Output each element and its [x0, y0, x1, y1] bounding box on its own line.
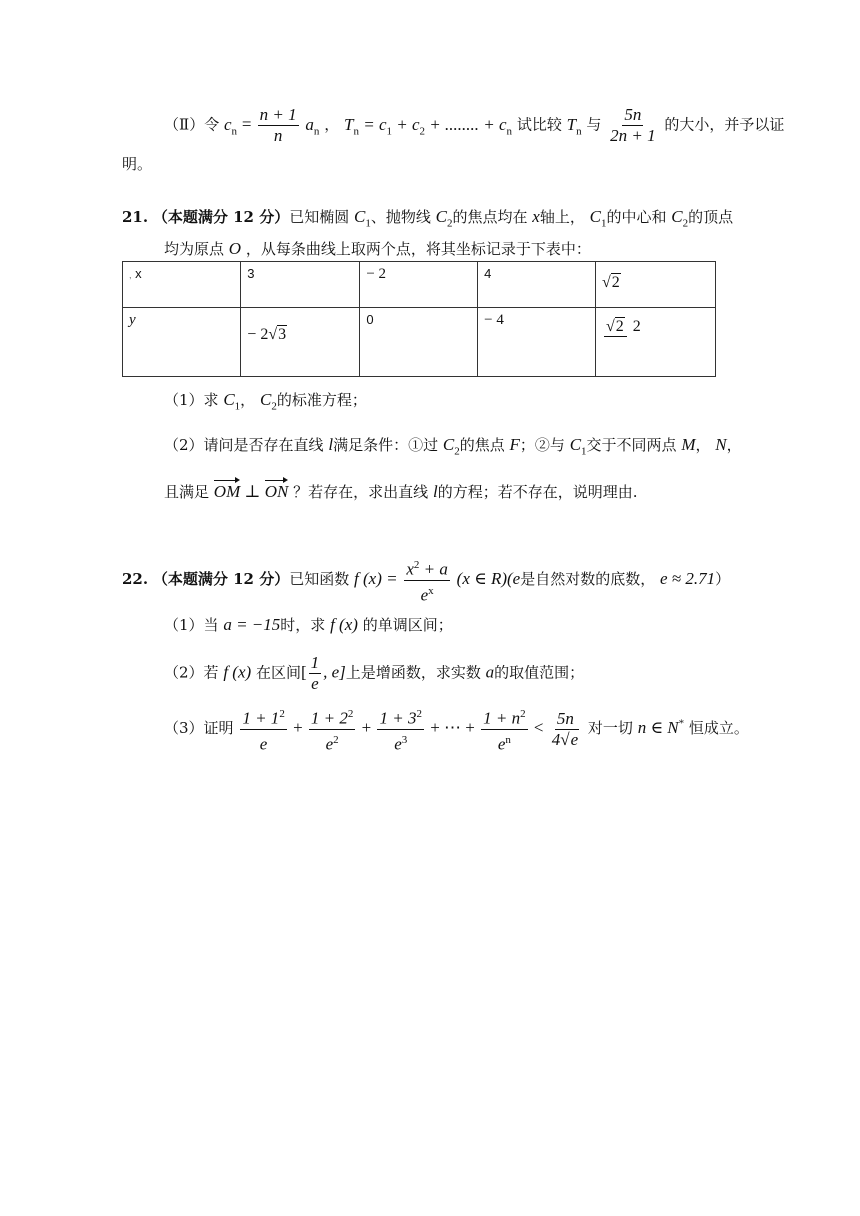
q20-continuation: 明。 — [122, 155, 153, 173]
q21-part2-line2: 且满足 OM ⊥ ON ？若存在，求出直线 l的方程；若不存在，说明理由. — [164, 482, 638, 501]
table-cell: √2 — [595, 262, 715, 308]
rhs-fraction: $\frac{5n}{4√e}$ — [551, 708, 579, 749]
sum-term: $\frac{1 + 3^2}{e^3}$ — [377, 705, 423, 753]
q20-part2-line: （Ⅱ）令 $c_n$ = $\frac{n + 1}{n}$ $a_n$ ， $T_n = c_1 + c_2$ + ........ + $c_n$ 试比较 $T_n$ 与 $\frac{5n}{2n + 1}$ 的大小，并予以证 — [164, 105, 785, 145]
coordinates-table — [122, 261, 716, 377]
q22-number: 22. — [122, 570, 149, 589]
c-fraction: $\frac{n + 1}{n}$ — [259, 105, 297, 145]
interval-fraction: $\frac{1}{e}$ — [310, 653, 320, 693]
table-cell: 3 — [241, 262, 360, 308]
q21-part1: （1）求 $C_1$， $C_2$的标准方程； — [164, 390, 367, 413]
q21-points: （本题满分 12 分） — [152, 208, 290, 226]
q22-part2: （2）若 f (x) 在区间[ $\frac{1}{e}$ , e]上是增函数，求实数 a的取值范围； — [164, 653, 585, 693]
q21-line2: 均为原点 O ，从每条曲线上取两个点，将其坐标记录于下表中： — [164, 239, 591, 258]
q21-number: 21. — [122, 208, 149, 226]
table-cell: 4 — [478, 262, 596, 308]
table-row — [123, 308, 716, 377]
vector-ON: ON — [264, 482, 289, 501]
sum-term: $\frac{1 + n^2}{e^n}$ — [481, 705, 527, 753]
q22-line1: 22. （本题满分 12 分）已知函数 f (x) = $\frac{x^2 + a}{e^x}$ (x ∈ R)(e是自然对数的底数， e ≈ 2.71） — [122, 556, 860, 604]
table-cell: 0 — [360, 308, 478, 377]
q21-line1: 21. （本题满分 12 分）已知椭圆 $C_1$、抛物线 $C_2$的焦点均在 x轴上， $C_1$的中心和 $C_2$的顶点 — [122, 207, 734, 230]
vector-OM: OM — [213, 482, 241, 501]
compare-fraction: $\frac{5n}{2n + 1}$ — [610, 105, 656, 145]
a-symbol: $a_n$ — [305, 114, 320, 137]
q22-part3: （3）证明 $\frac{1 + 1^2}{e}$ + $\frac{1 + 2^2}{e^2}$ + $\frac{1 + 3^2}{e^3}$ + ⋯ + $\frac{1 + n^2}{e^n}$ < $\frac{5n}{4√e}$ 对一切 n ∈ N* 恒成立。 — [164, 705, 860, 753]
q22-points: （本题满分 12 分） — [152, 570, 290, 589]
q22-part1: （1）当 a = −15时，求 f (x) 的单调区间； — [164, 615, 453, 634]
T-sum: $T_n = c_1 + c_2$ + ........ + $c_n$ — [344, 114, 513, 137]
table-row — [123, 262, 716, 308]
table-cell: − 2 — [360, 262, 478, 308]
table-cell: √2 2 — [595, 308, 715, 377]
fx-fraction: $\frac{x^2 + a}{e^x}$ — [404, 556, 450, 604]
table-cell: y — [123, 308, 241, 377]
table-cell: − 2√3 — [241, 308, 360, 377]
sum-term: $\frac{1 + 1^2}{e}$ — [240, 705, 286, 753]
table-cell: − 4 — [478, 308, 596, 377]
q21-part2: （2）请问是否存在直线 l满足条件：①过 $C_2$的焦点 F；②与 $C_1$交于不同两点 M， N， — [164, 435, 742, 458]
c-symbol: $c_n$ — [223, 114, 238, 137]
table-cell: , x — [123, 262, 241, 308]
sum-term: $\frac{1 + 2^2}{e^2}$ — [309, 705, 355, 753]
q20-part-label: （Ⅱ）令 — [164, 115, 220, 134]
